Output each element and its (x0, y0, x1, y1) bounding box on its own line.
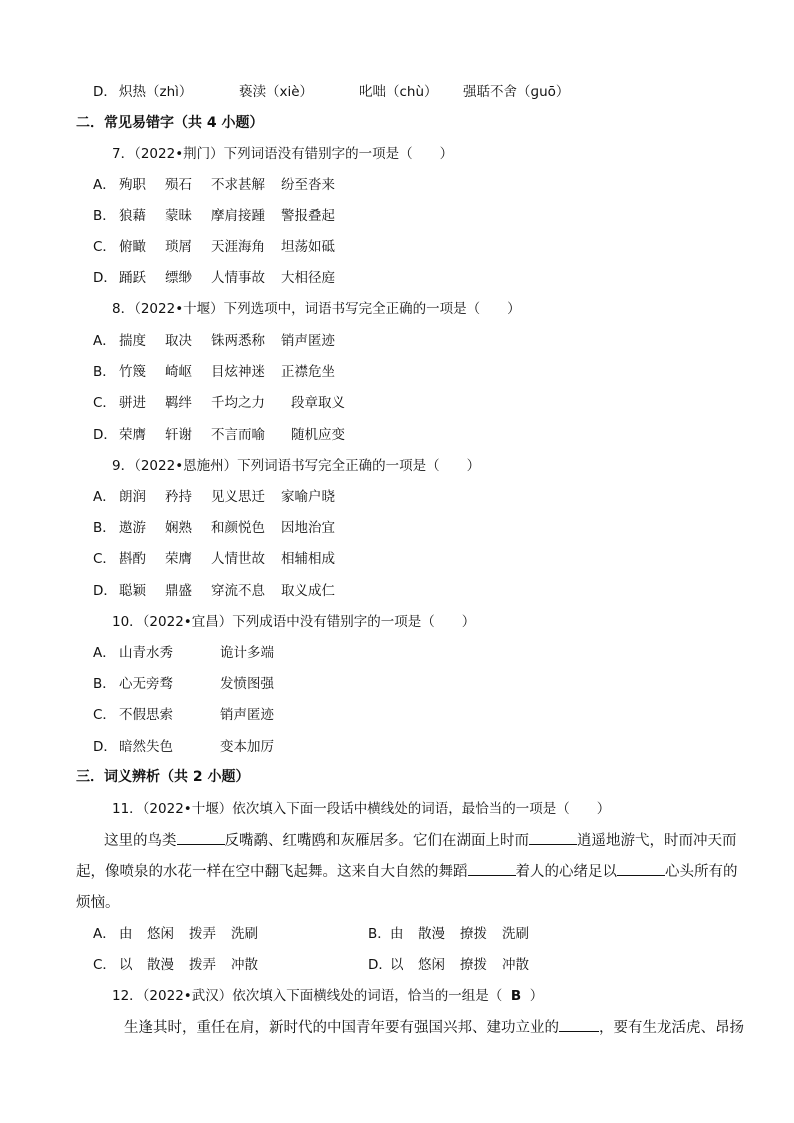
question-stem: 9．（2022•恩施州）下列词语书写完全正确的一项是（ ） (112, 458, 481, 474)
question-stem (112, 986, 543, 1006)
option-word: 大相径庭 (281, 270, 335, 286)
option-word: 叱咄（chù） (359, 84, 438, 100)
option-word: 段章取义 (291, 395, 345, 411)
question-stem: 8．（2022•十堰）下列选项中，词语书写完全正确的一项是（ ） (112, 301, 521, 317)
option-word: 诡计多端 (220, 645, 274, 661)
option-word: 天涯海角 (211, 239, 265, 255)
q7-option-c (93, 237, 335, 257)
option-word: 竹篾 (119, 364, 146, 380)
passage-text: 起，像喷泉的水花一样在空中翻飞起舞。这来自大自然的舞蹈 (76, 864, 468, 880)
option-label: A． (93, 177, 116, 193)
q11-option-b (368, 924, 529, 944)
passage-line (76, 861, 738, 882)
q7-option-d (93, 268, 335, 288)
option-word: 山青水秀 (119, 645, 173, 661)
option-word: 蒙昧 (165, 208, 192, 224)
option-label: A． (93, 333, 116, 349)
q8-option-c (93, 393, 345, 413)
option-word: 羁绊 (165, 395, 192, 411)
option-word: 由 (390, 926, 404, 942)
option-word: 心无旁骛 (119, 676, 173, 692)
option-word: 以 (119, 957, 133, 973)
option-label: C． (93, 957, 116, 973)
option-word: 狼藉 (119, 208, 146, 224)
passage-text: 反嘴鹬、红嘴鸥和灰雁居多。它们在湖面上时而 (224, 833, 529, 849)
option-word: 荣膺 (165, 551, 192, 567)
option-word: 销声匿迹 (220, 707, 274, 723)
option-word: 发愤图强 (220, 676, 274, 692)
option-word: 冲散 (502, 957, 529, 973)
passage-text: 心头所有的 (665, 864, 738, 880)
option-word: 洗刷 (231, 926, 258, 942)
q11-option-a (93, 924, 258, 944)
option-word: 炽热（zhì） (119, 84, 193, 100)
option-word: 相辅相成 (281, 551, 335, 567)
option-word: 因地治宜 (281, 520, 335, 536)
option-word: 千均之力 (211, 395, 265, 411)
option-label: D． (368, 957, 392, 973)
option-label: B． (93, 520, 116, 536)
option-word: 散漫 (418, 926, 445, 942)
passage-text: 着人的心绪足以 (515, 864, 617, 880)
option-word: 殒石 (165, 177, 192, 193)
option-label: D． (93, 270, 117, 286)
option-word: 摩肩接踵 (211, 208, 265, 224)
option-word: 悠闲 (147, 926, 174, 942)
option-word: 撩拨 (460, 926, 487, 942)
stem-text: 12．（2022•武汉）依次填入下面横线处的词语，恰当的一组是（ (112, 988, 503, 1004)
option-word: 坦荡如砥 (281, 239, 335, 255)
option-word: 鼎盛 (165, 583, 192, 599)
option-word: 散漫 (147, 957, 174, 973)
q9-option-c (93, 549, 335, 569)
q9-option-a (93, 487, 335, 507)
option-word: 取义成仁 (281, 583, 335, 599)
fill-blank (468, 861, 516, 876)
option-word: 琐屑 (165, 239, 192, 255)
fill-blank (177, 830, 225, 845)
q9-option-d (93, 581, 335, 601)
option-word: 取决 (165, 333, 192, 349)
option-word: 不假思索 (119, 707, 173, 723)
option-label: B． (93, 208, 116, 224)
q9-option-b (93, 518, 335, 538)
stem-text: ） (529, 988, 544, 1004)
option-word: 遨游 (119, 520, 146, 536)
section-title: 二．常见易错字（共 4 小题） (76, 115, 264, 131)
option-label: C． (93, 707, 116, 723)
option-word: 崎岖 (165, 364, 192, 380)
fill-blank (559, 1017, 599, 1032)
q11-option-d (368, 955, 529, 975)
fill-blank (529, 830, 577, 845)
option-label: C． (93, 551, 116, 567)
option-word: 踊跃 (119, 270, 146, 286)
q7-option-a (93, 175, 335, 195)
option-word: 家喻户晓 (281, 489, 335, 505)
option-label: B． (93, 676, 116, 692)
option-word: 不求甚解 (211, 177, 265, 193)
option-word: 洗刷 (502, 926, 529, 942)
question-stem: 11．（2022•十堰）依次填入下面一段话中横线处的词语，最恰当的一项是（ ） (112, 801, 611, 817)
passage-text: 逍遥地游弋，时而冲天而 (577, 833, 737, 849)
option-word: 不言而喻 (211, 427, 265, 443)
option-word: 骈进 (119, 395, 146, 411)
option-word: 俯瞰 (119, 239, 146, 255)
option-word: 由 (119, 926, 133, 942)
passage-line (104, 830, 737, 851)
option-word: 以 (390, 957, 404, 973)
option-word: 冲散 (231, 957, 258, 973)
option-label: A． (93, 926, 116, 942)
option-word: 警报叠起 (281, 208, 335, 224)
option-word: 拨弄 (189, 957, 216, 973)
option-label: D． (93, 84, 117, 100)
option-label: D． (93, 427, 117, 443)
option-word: 矜持 (165, 489, 192, 505)
option-word: 和颜悦色 (211, 520, 265, 536)
q10-option-d (93, 737, 274, 757)
option-word: 铢两悉称 (211, 333, 265, 349)
option-label: B． (368, 926, 391, 942)
section-title: 三．词义辨析（共 2 小题） (76, 769, 250, 785)
option-word: 拨弄 (189, 926, 216, 942)
option-word: 荣膺 (119, 427, 146, 443)
option-word: 销声匿迹 (281, 333, 335, 349)
option-label: A． (93, 489, 116, 505)
q10-option-b (93, 674, 274, 694)
option-word: 目炫神迷 (211, 364, 265, 380)
q6-option-d (93, 82, 569, 102)
option-word: 亵渎（xiè） (239, 84, 314, 100)
passage-text: 这里的鸟类 (104, 833, 177, 849)
option-word: 殉职 (119, 177, 146, 193)
option-word: 轩谢 (165, 427, 192, 443)
option-label: D． (93, 583, 117, 599)
option-word: 见义思迁 (211, 489, 265, 505)
passage-line: 烦恼。 (76, 895, 120, 911)
option-word: 斟酌 (119, 551, 146, 567)
answer-mark: B (510, 988, 522, 1004)
option-word: 穿流不息 (211, 583, 265, 599)
option-word: 人情事故 (211, 270, 265, 286)
option-word: 缥缈 (165, 270, 192, 286)
q10-option-a (93, 643, 274, 663)
option-label: C． (93, 395, 116, 411)
passage-text: 生逢其时，重任在肩，新时代的中国青年要有强国兴邦、建功立业的 (124, 1020, 559, 1036)
option-word: 揣度 (119, 333, 146, 349)
question-stem: 10．（2022•宜昌）下列成语中没有错别字的一项是（ ） (112, 614, 476, 630)
option-word: 人情世故 (211, 551, 265, 567)
option-word: 正襟危坐 (281, 364, 335, 380)
option-label: B． (93, 364, 116, 380)
question-stem: 7．（2022•荆门）下列词语没有错别字的一项是（ ） (112, 146, 454, 162)
option-word: 撩拨 (460, 957, 487, 973)
passage-text: ，要有生龙活虎、昂扬 (599, 1020, 744, 1036)
option-label: D． (93, 739, 117, 755)
option-label: A． (93, 645, 116, 661)
option-word: 朗润 (119, 489, 146, 505)
q8-option-b (93, 362, 335, 382)
option-word: 暗然失色 (119, 739, 173, 755)
fill-blank (617, 861, 665, 876)
q8-option-a (93, 331, 335, 351)
option-word: 变本加厉 (220, 739, 274, 755)
option-label: C． (93, 239, 116, 255)
option-word: 强聒不舍（ɡuō） (463, 84, 570, 100)
q8-option-d (93, 425, 345, 445)
q10-option-c (93, 705, 274, 725)
option-word: 悠闲 (418, 957, 445, 973)
passage-line (124, 1017, 744, 1038)
option-word: 随机应变 (291, 427, 345, 443)
option-word: 聪颖 (119, 583, 146, 599)
option-word: 纷至沓来 (281, 177, 335, 193)
option-word: 娴熟 (165, 520, 192, 536)
q11-option-c (93, 955, 258, 975)
q7-option-b (93, 206, 335, 226)
